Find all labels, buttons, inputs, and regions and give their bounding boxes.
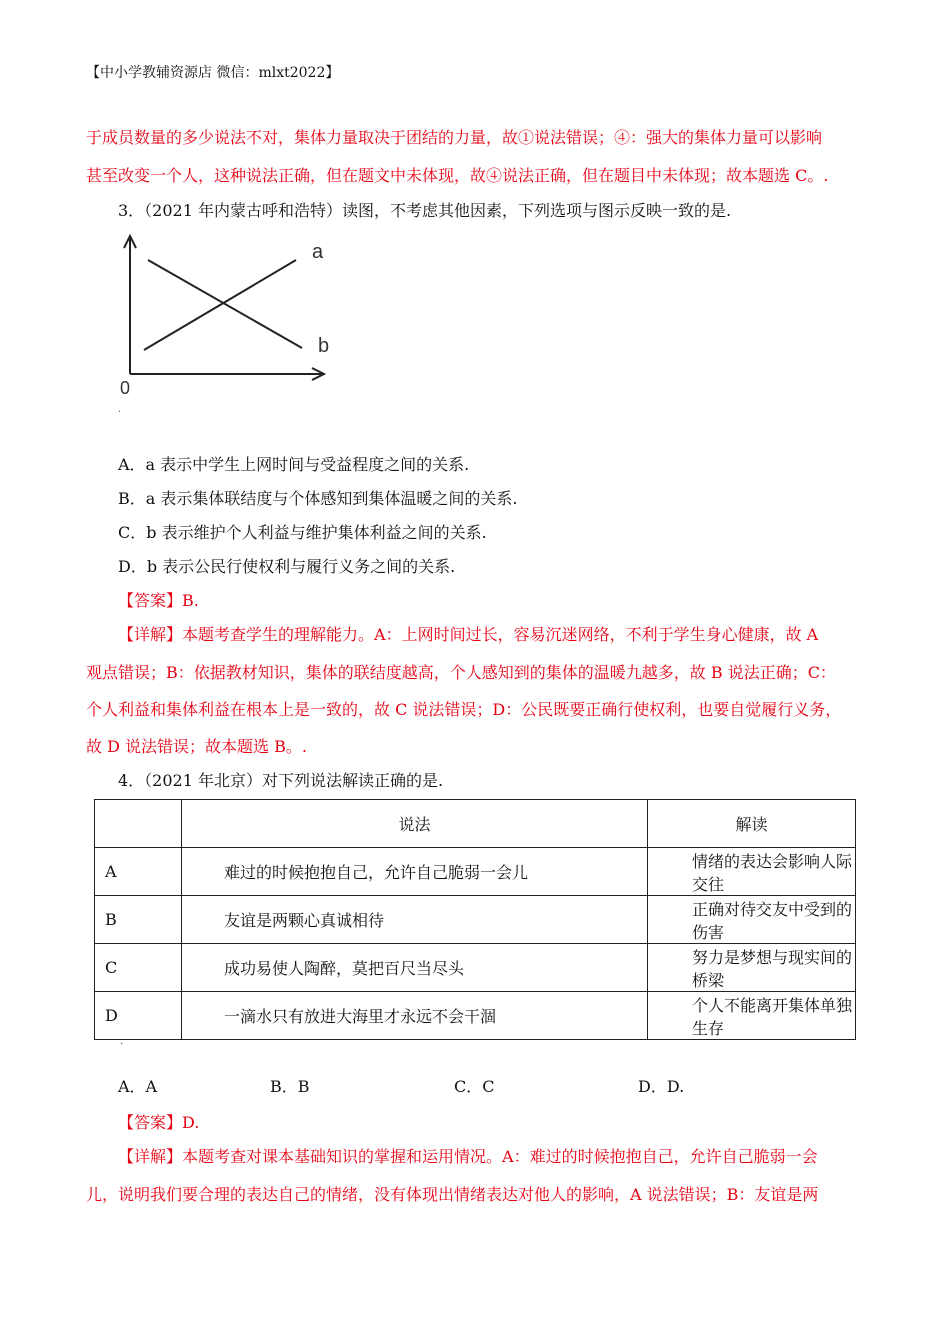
table-cell: 难过的时候抱抱自己，允许自己脆弱一会儿: [182, 848, 648, 896]
q3-answer: [118, 588, 199, 611]
q3-option-a: A．a 表示中学生上网时间与受益程度之间的关系.: [118, 455, 470, 474]
q4-detail-tag: 【详解】: [118, 1147, 183, 1166]
q4-detail-text-1: 本题考查对课本基础知识的掌握和运用情况。A：难过的时候抱抱自己，允许自己脆弱一会: [182, 1147, 818, 1166]
table-row: [95, 896, 856, 944]
figure-caption-dot: .: [118, 404, 122, 415]
q3-detail-line-1: [118, 622, 868, 645]
q4-detail-line-1: [118, 1144, 868, 1167]
table-row: [95, 992, 856, 1040]
table-cell: C: [95, 944, 182, 992]
q3-detail-line-3: 个人利益和集体利益在根本上是一致的，故 C 说法错误；D：公民既要正确行使权利，也要自觉履行义务，: [86, 700, 842, 719]
prev-detail-line-1: 于成员数量的多少说法不对，集体力量取决于团结的力量，故①说法错误；④：强大的集体力量可以影响: [86, 128, 823, 147]
q3-detail-text-1: 本题考查学生的理解能力。A：上网时间过长，容易沉迷网络，不利于学生身心健康，故 A: [182, 625, 819, 644]
q3-option-c: C．b 表示维护个人利益与维护集体利益之间的关系.: [118, 523, 487, 542]
q3-detail-tag: 【详解】: [118, 625, 183, 644]
line-b-label: b: [318, 335, 330, 357]
q4-answer-value: D.: [182, 1113, 200, 1132]
q3-detail-line-2: 观点错误；B：依据教材知识，集体的联结度越高，个人感知到的集体的温暖九越多，故 B 说法正确；C：: [86, 663, 836, 682]
table-cell: B: [95, 896, 182, 944]
q4-answer-tag: 【答案】: [118, 1113, 183, 1132]
prev-detail-line-2: 甚至改变一个人，这种说法正确，但在题文中未体现，故④说法正确，但在题目中未体现；故本题选 C。.: [86, 166, 829, 185]
table-cell: 正确对待交友中受到的伤害: [648, 896, 856, 944]
table-trailing-dot: .: [120, 1036, 124, 1047]
line-a-label: a: [312, 241, 324, 263]
q3-option-b: B．a 表示集体联结度与个体感知到集体温暖之间的关系.: [118, 489, 518, 508]
q4-choice-c: C．C: [454, 1077, 495, 1096]
table-cell: D: [95, 992, 182, 1040]
q4-choice-d: D．D.: [638, 1077, 685, 1096]
q3-line-chart: [112, 228, 342, 400]
q4-choice-a: A．A: [118, 1077, 158, 1096]
q4-stem: 4．（2021 年北京）对下列说法解读正确的是.: [118, 771, 444, 790]
q3-detail-line-4: 故 D 说法错误；故本题选 B。.: [86, 737, 307, 756]
q4-choice-b: B．B: [270, 1077, 310, 1096]
line-a: [144, 260, 296, 350]
table-cell: 友谊是两颗心真诚相待: [182, 896, 648, 944]
q4-answer: [118, 1110, 199, 1133]
q3-answer-value: B.: [182, 591, 199, 610]
table-cell: 成功易使人陶醉，莫把百尺当尽头: [182, 944, 648, 992]
table-row: [95, 848, 856, 896]
table-header-cell: 说法: [182, 800, 648, 848]
table-header-cell: 解读: [648, 800, 856, 848]
q3-stem: 3．（2021 年内蒙古呼和浩特）读图，不考虑其他因素，下列选项与图示反映一致的是.: [118, 201, 732, 220]
q4-detail-line-2: 儿，说明我们要合理的表达自己的情绪，没有体现出情绪表达对他人的影响，A 说法错误；B：友谊是两: [86, 1185, 819, 1204]
table-header-cell: [95, 800, 182, 848]
q3-option-d: D．b 表示公民行使权利与履行义务之间的关系.: [118, 557, 456, 576]
origin-label: 0: [120, 378, 131, 398]
table-header-row: [95, 800, 856, 848]
table-cell: 一滴水只有放进大海里才永远不会干涸: [182, 992, 648, 1040]
q4-table: [94, 799, 856, 1040]
table-row: [95, 944, 856, 992]
table-cell: A: [95, 848, 182, 896]
table-cell: 努力是梦想与现实间的桥梁: [648, 944, 856, 992]
table-cell: 个人不能离开集体单独生存: [648, 992, 856, 1040]
page-header: 【中小学教辅资源店 微信：mlxt2022】: [86, 65, 340, 81]
q3-answer-tag: 【答案】: [118, 591, 183, 610]
table-cell: 情绪的表达会影响人际交往: [648, 848, 856, 896]
